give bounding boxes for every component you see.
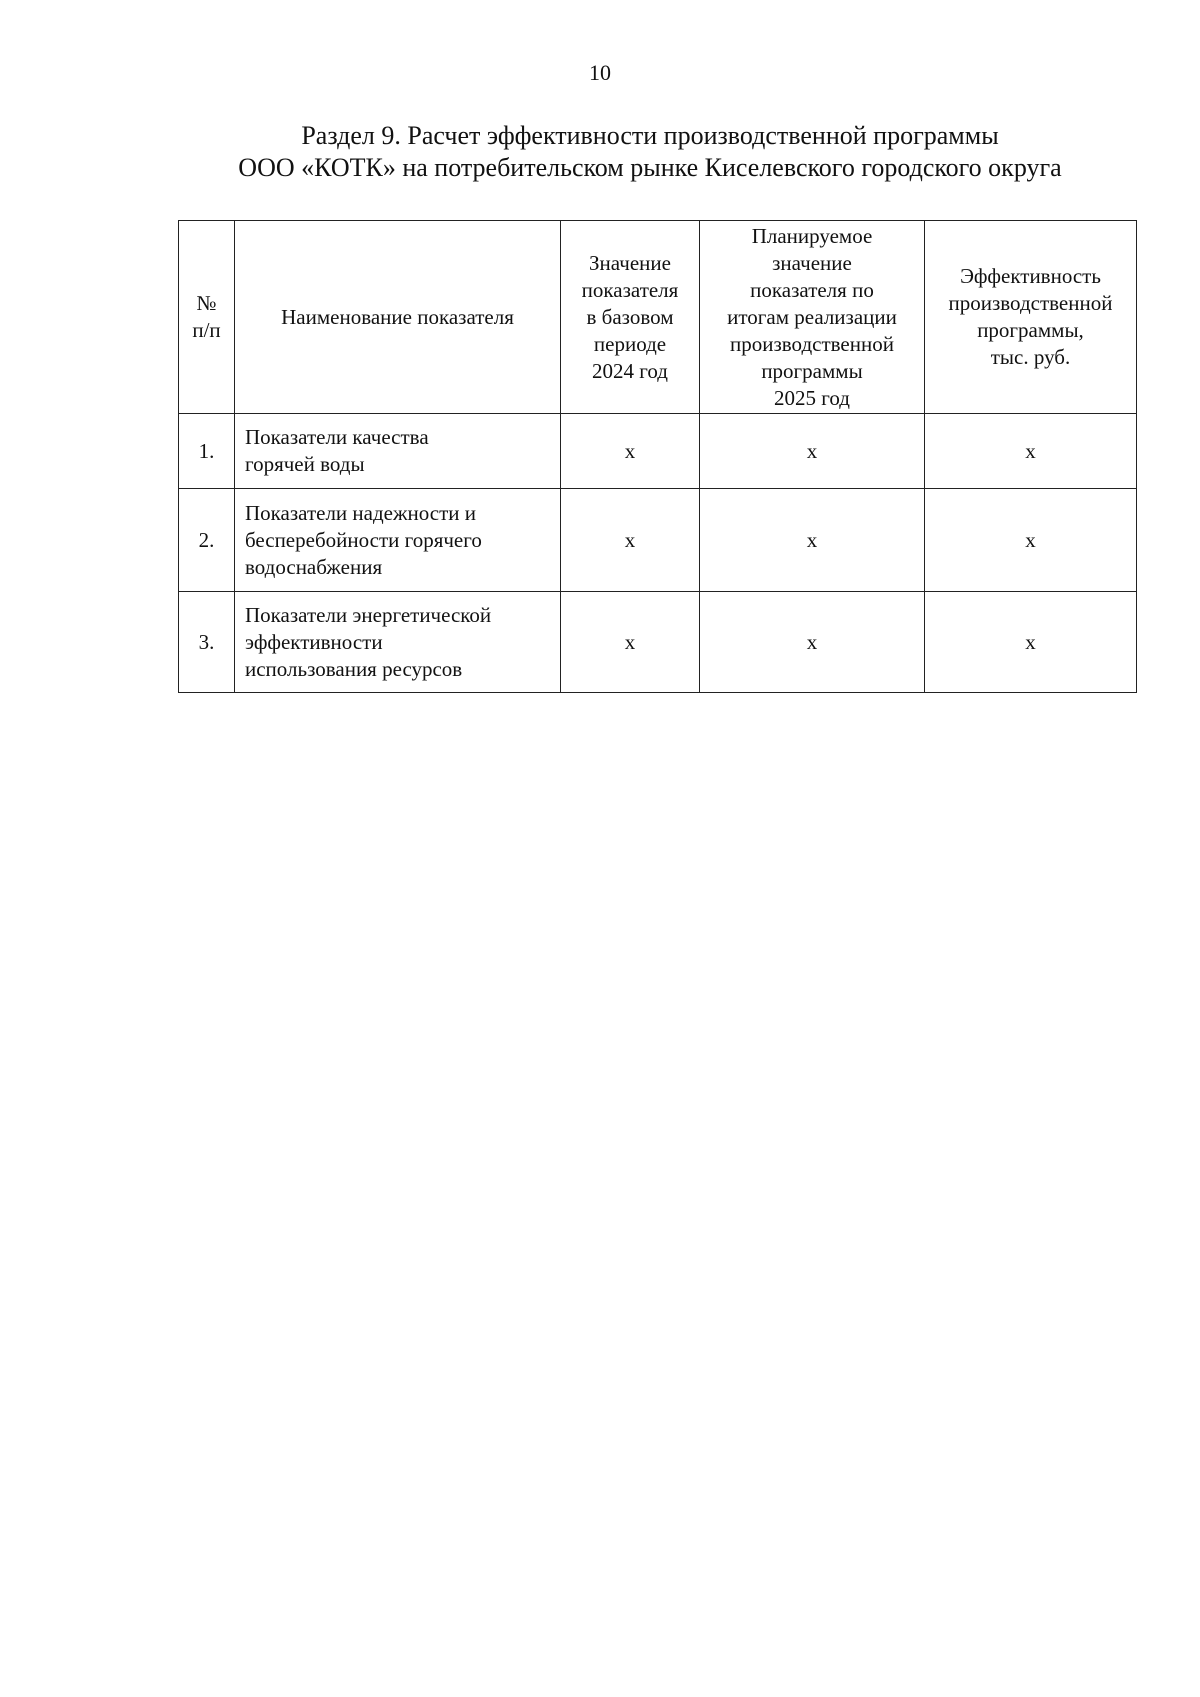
row-efficiency: х bbox=[925, 414, 1137, 489]
header-base-value: Значение показателя в базовом периоде 2024 год bbox=[561, 221, 700, 414]
row-number: 2. bbox=[179, 489, 235, 592]
row-indicator-name: Показатели качества горячей воды bbox=[235, 414, 561, 489]
page-number: 10 bbox=[589, 60, 611, 85]
section-title bbox=[150, 120, 1150, 184]
section-title-line-2: ООО «КОТК» на потребительском рынке Киселевского городского округа bbox=[238, 153, 1062, 182]
table-row bbox=[179, 414, 1137, 489]
row-number: 3. bbox=[179, 592, 235, 693]
row-planned-value: х bbox=[700, 489, 925, 592]
row-base-value: х bbox=[561, 414, 700, 489]
table-row bbox=[179, 489, 1137, 592]
efficiency-table bbox=[178, 220, 1137, 693]
header-efficiency: Эффективность производственной программы, тыс. руб. bbox=[925, 221, 1137, 414]
row-planned-value: х bbox=[700, 414, 925, 489]
section-title-line-1: Раздел 9. Расчет эффективности производственной программы bbox=[301, 121, 999, 150]
header-indicator-name: Наименование показателя bbox=[235, 221, 561, 414]
row-planned-value: х bbox=[700, 592, 925, 693]
table-header-row bbox=[179, 221, 1137, 414]
row-base-value: х bbox=[561, 489, 700, 592]
header-planned-value: Планируемое значение показателя по итогам реализации производственной программы 2025 год bbox=[700, 221, 925, 414]
table-row bbox=[179, 592, 1137, 693]
row-number: 1. bbox=[179, 414, 235, 489]
row-indicator-name: Показатели надежности и бесперебойности горячего водоснабжения bbox=[235, 489, 561, 592]
row-base-value: х bbox=[561, 592, 700, 693]
row-indicator-name: Показатели энергетической эффективности использования ресурсов bbox=[235, 592, 561, 693]
row-efficiency: х bbox=[925, 489, 1137, 592]
row-efficiency: х bbox=[925, 592, 1137, 693]
header-number: № п/п bbox=[179, 221, 235, 414]
